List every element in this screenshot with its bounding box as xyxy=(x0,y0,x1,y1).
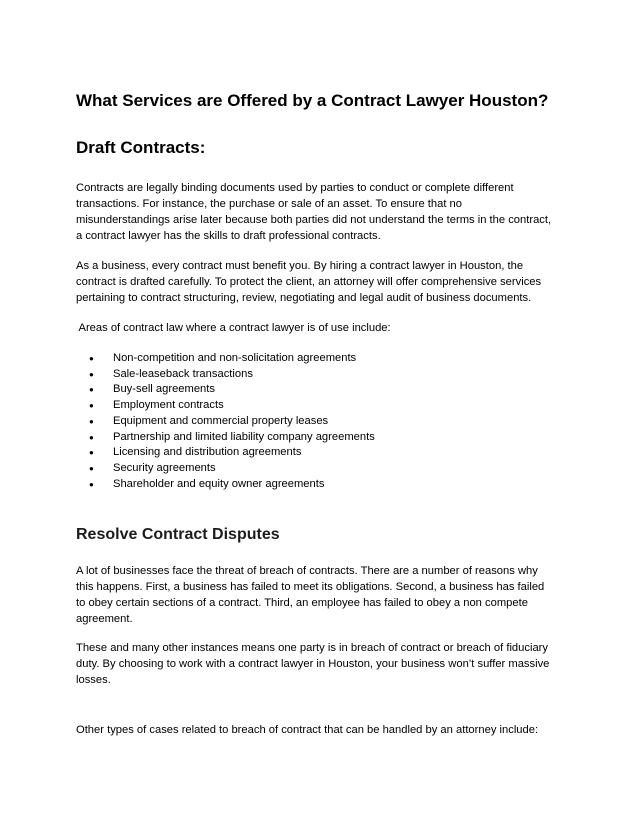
text-line: misunderstandings arise later because both parties did not understand the terms in the contract, xyxy=(76,214,552,226)
paragraph-business-benefit xyxy=(76,258,576,306)
text-line: agreement. xyxy=(76,613,133,625)
bullet-icon: ● xyxy=(89,385,94,395)
list-item: ● Shareholder and equity owner agreements xyxy=(89,477,375,493)
text-line: These and many other instances means one party is in breach of contract or breach of fiduciary xyxy=(76,642,548,654)
bullet-icon: ● xyxy=(89,416,94,426)
list-item: ● Equipment and commercial property leases xyxy=(89,414,375,430)
text-line: contract is drafted carefully. To protect the client, an attorney will offer comprehensive services xyxy=(76,276,542,288)
paragraph-list-intro xyxy=(76,320,576,336)
list-item: ● Security agreements xyxy=(89,461,375,477)
text-line: losses. xyxy=(76,674,111,686)
text-line: Contracts are legally binding documents used by parties to conduct or complete different xyxy=(76,182,514,194)
paragraph-fiduciary-duty xyxy=(76,640,576,688)
list-item: ● Partnership and limited liability company agreements xyxy=(89,430,375,446)
list-item: ● Sale-leaseback transactions xyxy=(89,367,375,383)
text-line: duty. By choosing to work with a contract lawyer in Houston, your business won’t suffer massive xyxy=(76,658,550,670)
text-line: Areas of contract law where a contract lawyer is of use include: xyxy=(76,322,391,334)
bullet-icon: ● xyxy=(89,432,94,442)
bullet-icon: ● xyxy=(89,354,94,363)
text-line: transactions. For instance, the purchase or sale of an asset. To ensure that no xyxy=(76,198,462,210)
list-item: ● Buy-sell agreements xyxy=(89,382,375,398)
text-line: A lot of businesses face the threat of breach of contracts. There are a number of reasons why xyxy=(76,565,538,577)
document-title: What Services are Offered by a Contract Lawyer Houston? xyxy=(76,91,549,110)
text-line: pertaining to contract structuring, review, negotiating and legal audit of business documents. xyxy=(76,292,532,304)
list-item: ● Non-competition and non-solicitation agreements xyxy=(89,351,375,367)
bullet-icon: ● xyxy=(89,479,94,489)
text-line: a contract lawyer has the skills to draft professional contracts. xyxy=(76,230,381,242)
bullet-icon: ● xyxy=(89,369,94,379)
text-line: this happens. First, a business has failed to meet its obligations. Second, a business has failed xyxy=(76,581,545,593)
contract-areas-list xyxy=(89,351,375,492)
paragraph-other-cases xyxy=(76,722,576,738)
list-item: ● Licensing and distribution agreements xyxy=(89,445,375,461)
bullet-icon: ● xyxy=(89,448,94,458)
bullet-icon: ● xyxy=(89,401,94,411)
list-item: ● Employment contracts xyxy=(89,398,375,414)
text-line: Other types of cases related to breach of contract that can be handled by an attorney include: xyxy=(76,724,539,736)
bullet-icon: ● xyxy=(89,463,94,473)
heading-resolve-disputes: Resolve Contract Disputes xyxy=(76,526,280,543)
text-line: As a business, every contract must benefit you. By hiring a contract lawyer in Houston, the xyxy=(76,260,524,272)
paragraph-breach-threat xyxy=(76,563,576,627)
paragraph-contracts-definition xyxy=(76,180,576,244)
text-line: to obey certain sections of a contract. Third, an employee has failed to obey a non compete xyxy=(76,597,528,609)
heading-draft-contracts: Draft Contracts: xyxy=(76,138,206,157)
